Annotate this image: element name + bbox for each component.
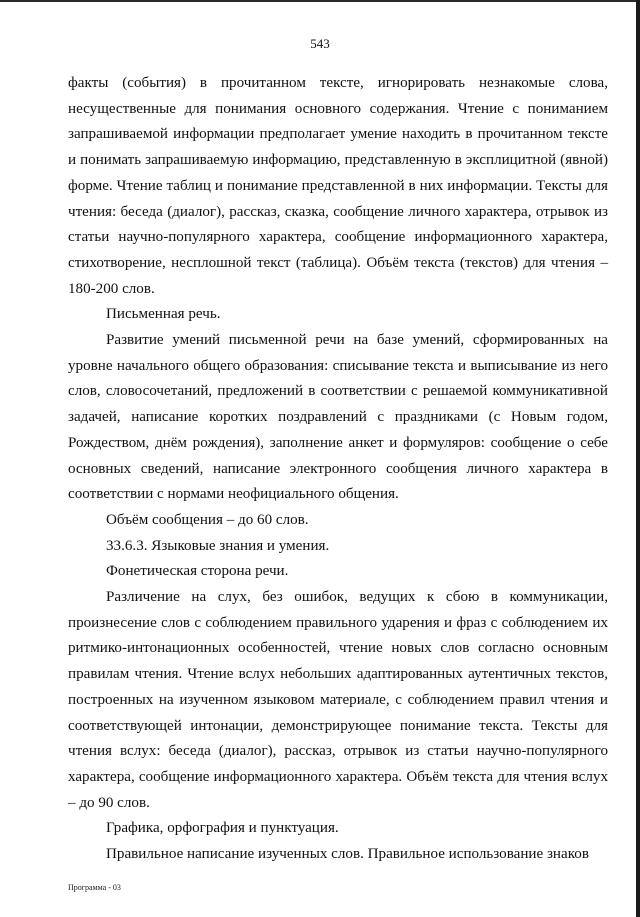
paragraph-reading-continuation: факты (события) в прочитанном тексте, игнорировать незнакомые слова, несущественные для понимания основного содержания. Чтение с пониманием запрашиваемой информации предполагает умение находить в прочитанном тексте и понимать запрашиваемую информацию, представленную в эксплицитной (явной) форме. Чтение таблиц и понимание представленной в них информации. Тексты для чтения: беседа (диалог), рассказ, сказка, сообщение личного характера, отрывок из статьи научно-популярного характера, сообщение информационного характера, стихотворение, несплошной текст (таблица). Объём текста (текстов) для чтения – 180-200 слов. xyxy=(68,75,608,297)
paragraph-message-length: Объём сообщения – до 60 слов. xyxy=(106,511,309,528)
paragraph-written-skills: Развитие умений письменной речи на базе умений, сформированных на уровне начального общего образования: списывание текста и выписывание из него слов, словосочетаний, предложений в соответствии с решаемой коммуникативной задачей, написание коротких поздравлений с праздниками (с Новым годом, Рождеством, днём рождения), заполнение анкет и формуляров: сообщение о себе основных сведений, написание электронного сообщения личного характера в соответствии с нормами неофициального общения. xyxy=(68,332,608,503)
section-heading-language-knowledge: 33.6.3. Языковые знания и умения. xyxy=(106,537,330,554)
scan-edge-right xyxy=(636,0,640,917)
footer-program-label: Программа - 03 xyxy=(68,883,121,892)
heading-written-speech: Письменная речь. xyxy=(106,306,221,323)
scan-edge-top xyxy=(0,0,640,2)
page-number: 543 xyxy=(310,36,330,51)
heading-phonetics: Фонетическая сторона речи. xyxy=(106,563,289,580)
heading-graphics-orthography: Графика, орфография и пунктуация. xyxy=(106,820,339,837)
paragraph-spelling: Правильное написание изученных слов. Правильное использование знаков xyxy=(106,846,589,863)
paragraph-phonetics: Различение на слух, без ошибок, ведущих к сбою в коммуникации, произнесение слов с соблюдением правильного ударения и фраз с соблюдением их ритмико-интонационных особенностей, чтение новых слов согласно основным правилам чтения. Чтение вслух небольших адаптированных аутентичных текстов, построенных на изученном языковом материале, с соблюдением правил чтения и соответствующей интонации, демонстрирующее понимание текста. Тексты для чтения вслух: беседа (диалог), рассказ, отрывок из статьи научно-популярного характера, сообщение информационного характера. Объём текста для чтения вслух – до 90 слов. xyxy=(68,589,608,811)
page-body xyxy=(68,71,608,868)
